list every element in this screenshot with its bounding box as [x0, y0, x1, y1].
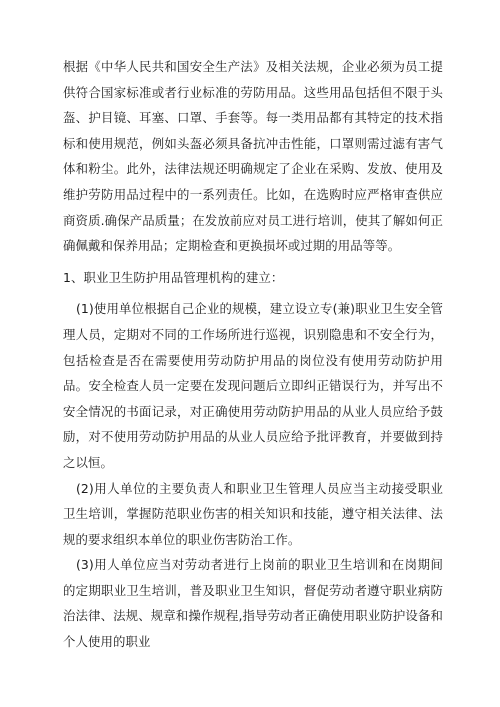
intro-paragraph: 根据《中华人民共和国安全生产法》及相关法规，企业必须为员工提供符合国家标准或者行业标准的劳防用品。这些用品包括但不限于头盔、护目镜、耳塞、口罩、手套等。每一类用品都有其特定的技术指标和使用规范，例如头盔必须具备抗冲击性能，口罩则需过滤有害气体和粉尘。此外，法律法规还明确规定了企业在采购、发放、使用及维护劳防用品过程中的一系列责任。比如，在选购时应严格审查供应商资质.确保产品质量；在发放前应对员工进行培训，使其了解如何正确佩戴和保养用品；定期检查和更换损坏或过期的用品等等。 [63, 59, 443, 254]
item-3-paragraph: (3)用人单位应当对劳动者进行上岗前的职业卫生培训和在岗期间的定期职业卫生培训，普及职业卫生知识，督促劳动者遵守职业病防治法律、法规、规章和操作规程,指导劳动者正确使用职业防护设备和个人使用的职业 [63, 557, 443, 650]
item-1-paragraph: (1)使用单位根据自己企业的规模，建立设立专(兼)职业卫生安全管理人员，定期对不同的工作场所进行巡视，识别隐患和不安全行为，包括检查是否在需要使用劳动防护用品的岗位没有使用劳动防护用品。安全检查人员一定要在发现问题后立即纠正错误行为，并写出不安全情况的书面记录，对正确使用劳动防护用品的从业人员应给予鼓励，对不使用劳动防护用品的从业人员应给予批评教育，并要做到持之以恒。 [63, 301, 443, 470]
document-body [63, 54, 443, 655]
section-heading: 1、职业卫生防护用品管理机构的建立： [63, 269, 284, 285]
item-2-paragraph: (2)用人单位的主要负责人和职业卫生管理人员应当主动接受职业卫生培训，掌握防范职业伤害的相关知识和技能，遵守相关法律、法规的要求组织本单位的职业伤害防治工作。 [63, 480, 443, 547]
